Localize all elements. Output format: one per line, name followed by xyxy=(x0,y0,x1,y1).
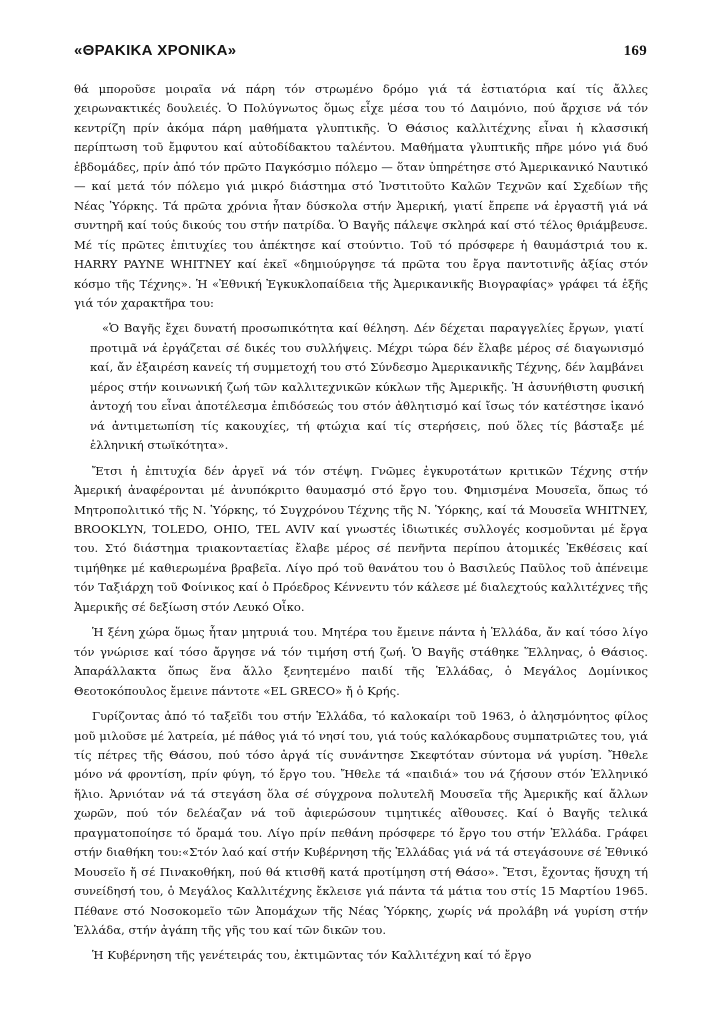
paragraph: θά μποροῦσε μοιραῖα νά πάρη τόν στρωμένο δρόμο γιά τά ἐστιατόρια καί τίς ἄλλες χειρωνακτικές δουλειές. Ὁ Πολύγνωτος ὅμως εἶχε μέσα του τό Δαιμόνιο, πού ἄρχισε νά τόν κεντρίζη πρίν ἀκόμα πάρη μαθήματα γλυπτικῆς. Ὁ Θάσιος καλλιτέχνης εἶναι ἡ κλασσική περίπτωση τοῦ ἔμφυτου καί αὐτοδίδακτου ταλέντου. Μαθήματα γλυπτικῆς πῆρε μόνο γιά δυό ἑβδομάδες, πρίν ἀπό τόν πρῶτο Παγκόσμιο πόλεμο — ὅταν ὑπηρέτησε στό Ἀμερικανικό Ναυτικό — καί μετά τόν πόλεμο γιά μικρό διάστημα στό Ἰνστιτοῦτο Καλῶν Τεχνῶν καί Σχεδίων τῆς Νέας Ὑόρκης. Τά πρῶτα χρόνια ἦταν δύσκολα στήν Ἀμερική, γιατί ἔπρεπε νά ἐργαστῆ γιά νά συντηρῆ καί τούς δικούς του στήν πατρίδα. Ὁ Βαγῆς πάλεψε σκληρά καί στό τέλος θριάμβευσε. Μέ τίς πρῶτες ἐπιτυχίες του ἀπέκτησε καί στούντιο. Τοῦ τό πρόσφερε ἡ θαυμάστριά του κ. HARRY PAYNE WHITNEY καί ἐκεῖ «δημιούργησε τά πρῶτα του ἔργα παντοτινῆς ἀξίας στόν κόσμο τῆς Τέχνης». Ἡ «Ἐθνική Ἐγκυκλοπαίδεια τῆς Ἀμερικανικῆς Βιογραφίας» γράφει τά ἑξῆς γιά τόν χαρακτῆρα του: xyxy=(74,82,648,310)
paragraph: Ἔτσι ἡ ἐπιτυχία δέν ἀργεῖ νά τόν στέψη. Γνῶμες ἐγκυροτάτων κριτικῶν Τέχνης στήν Ἀμερική ἀναφέρονται μέ ἀνυπόκριτο θαυμασμό στό ἔργο του. Φημισμένα Μουσεῖα, ὅπως τό Μητροπολιτικό τῆς Ν. Ὑόρκης, τό Συγχρόνου Τέχνης τῆς Ν. Ὑόρκης, καί τά Μουσεῖα WHITNEY, BROOKLYN, TOLEDO, OHIO, TEL AVIV καί γνωστές ἰδιωτικές συλλογές κοσμοῦνται μέ ἔργα του. Στό διάστημα τριακονταετίας ἔλαβε μέρος σέ πενῆντα περίπου ἀτομικές Ἐκθέσεις καί τιμήθηκε μέ καθιερωμένα βραβεῖα. Λίγο πρό τοῦ θανάτου του ὁ Βασιλεύς Παῦλος τοῦ ἀπένειμε τόν Ταξιάρχη τοῦ Φοίνικος καί ὁ Πρόεδρος Κέννεντυ τόν κάλεσε μέ διαλεχτούς καλλιτέχνες τῆς Ἀμερικῆς σέ δεξίωση στόν Λευκό Οἶκο. xyxy=(74,463,648,614)
journal-title: «ΘΡΑΚΙΚΑ ΧΡΟΝΙΚΑ» xyxy=(74,42,237,59)
running-head xyxy=(74,42,647,60)
page-number: 169 xyxy=(623,43,647,59)
article-body xyxy=(74,80,648,970)
paragraph: Γυρίζοντας ἀπό τό ταξεῖδι του στήν Ἑλλάδα, τό καλοκαίρι τοῦ 1963, ὁ ἀλησμόνητος φίλος μοῦ μιλοῦσε μέ λατρεία, μέ πάθος γιά τό νησί του, γιά τούς καλόκαρδους συμπατριῶτες του, γιά τίς πέτρες τῆς Θάσου, πού τόσο ἀργά τίς συνάντησε Σκεφτόταν σύντομα νά γυρίση. Ἤθελε μόνο νά φροντίση, πρίν φύγη, τό ἔργο του. Ἤθελε τά «παιδιά» του νά ζήσουν στόν Ἑλληνικό ἥλιο. Ἀρνιόταν νά τά στεγάση ὅλα σέ σύγχρονα πολυτελῆ Μουσεῖα τῆς Ἀμερικῆς καί ἄλλων χωρῶν, πού τόν δελέαζαν νά τοῦ ἀφιερώσουν τιμητικές αἴθουσες. Καί ὁ Βαγῆς τελικά πραγματοποίησε τό ὄραμά του. Λίγο πρίν πεθάνη πρόσφερε τό ἔργο του στήν Ἑλλάδα. Γράφει στήν διαθήκη του:«Στόν λαό καί στήν Κυβέρνηση τῆς Ἑλλάδας γιά νά τά στεγάσουνε σέ Ἐθνικό Μουσεῖο ἤ σέ Πινακοθήκη, πού θά κτισθῆ κατά προτίμηση στή Θάσο». Ἔτσι, ἔχοντας ἥσυχη τή συνείδησή του, ὁ Μεγάλος Καλλιτέχνης ἔκλεισε γιά πάντα τά μάτια του στίς 15 Μαρτίου 1965. Πέθανε στό Νοσοκομεῖο τῶν Ἀπομάχων τῆς Νέας Ὑόρκης, χωρίς νά προλάβη νά γυρίση στήν Ἑλλάδα, στήν ἀγάπη τῆς γῆς του καί τῶν δικῶν του. xyxy=(74,709,648,938)
quotation: «Ὁ Βαγῆς ἔχει δυνατή προσωπικότητα καί θέληση. Δέν δέχεται παραγγελίες ἔργων, γιατί προτιμᾶ νά ἐργάζεται σέ δικές του συλλήψεις. Μέχρι τώρα δέν ἔλαβε μέρος σέ διαγωνισμό καί, ἄν ἐξαιρέση κανείς τή συμμετοχή του στό Σύνδεσμο Ἀμερικανικῆς Τέχνης, δέν λαμβάνει μέρος στήν κοινωνική ζωή τῶν καλλιτεχνικῶν κύκλων τῆς Ἀμερικῆς. Ἡ ἀσυνήθιστη φυσική ἀντοχή του εἶναι ἀποτέλεσμα ἐπιδόσεώς του στόν ἀθλητισμό καί ἴσως τόν κατέστησε ἱκανό νά ἀντιμετωπίση τίς κακουχίες, τή φτώχια καί τίς στερήσεις, πού ὅλες τίς βάσταξε μέ ἑλληνική στωϊκότητα». xyxy=(90,321,644,453)
paragraph: Ἡ ξένη χώρα ὅμως ἦταν μητρυιά του. Μητέρα του ἔμεινε πάντα ἡ Ἑλλάδα, ἄν καί τόσο λίγο τόν γνώρισε καί τόσο ἄργησε νά τόν τιμήση στή ζωή. Ὁ Βαγῆς στάθηκε Ἕλληνας, ὁ Θάσιος. Ἀπαράλλακτα ὅπως ἕνα ἄλλο ξενητεμένο παιδί τῆς Ἑλλάδας, ὁ Μεγάλος Δομίνικος Θεοτοκόπουλος ἔμεινε πάντοτε «EL GRECO» ἤ ὁ Κρής. xyxy=(74,625,648,698)
paragraph: Ἡ Κυβέρνηση τῆς γενέτειράς του, ἐκτιμῶντας τόν Καλλιτέχνη καί τό ἔργο xyxy=(92,948,532,963)
